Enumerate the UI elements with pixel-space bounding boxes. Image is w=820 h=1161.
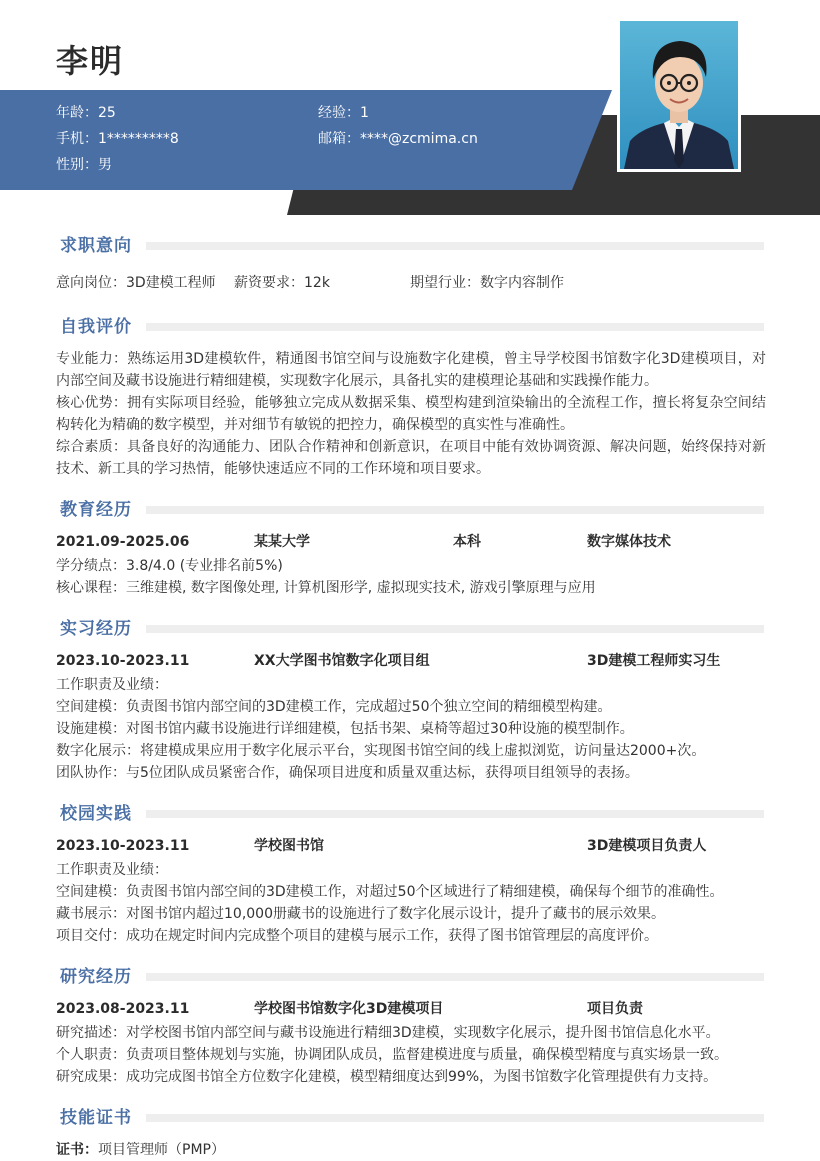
internship-role: 3D建模工程师实习生 [587, 653, 721, 669]
skills-cert [56, 1139, 225, 1161]
email-value: ****@zcmima.cn [360, 131, 478, 147]
internship-date: 2023.10-2023.11 [56, 653, 190, 669]
education-degree: 本科 [453, 534, 481, 550]
candidate-name: 李明 [56, 42, 125, 80]
campus-date: 2023.10-2023.11 [56, 838, 190, 854]
education-date: 2021.09-2025.06 [56, 534, 190, 550]
salary-value: 12k [304, 275, 330, 291]
salary-label: 薪资要求： [234, 275, 304, 291]
section-divider [146, 810, 764, 818]
internship-line: 工作职责及业绩： [56, 677, 168, 693]
research-date: 2023.08-2023.11 [56, 1001, 190, 1017]
position-label: 意向岗位： [56, 275, 126, 291]
section-divider [146, 1114, 764, 1122]
internship-org: XX大学图书馆数字化项目组 [254, 653, 430, 669]
intent-salary [234, 272, 330, 294]
gender-label: 性别： [56, 157, 98, 173]
campus-org: 学校图书馆 [254, 838, 324, 854]
campus-line: 项目交付：成功在规定时间内完成整个项目的建模与展示工作，获得了图书馆管理层的高度评价。 [56, 928, 658, 944]
experience-info [318, 102, 369, 122]
education-major: 数字媒体技术 [587, 534, 671, 550]
internship-line: 数字化展示：将建模成果应用于数字化展示平台，实现图书馆空间的线上虚拟浏览，访问量达2000+次。 [56, 743, 706, 759]
research-line: 研究成果：成功完成图书馆全方位数字化建模，模型精细度达到99%，为图书馆数字化管理提供有力支持。 [56, 1069, 718, 1085]
experience-label: 经验： [318, 105, 360, 121]
position-value: 3D建模工程师 [126, 275, 216, 291]
section-title-job-intent: 求职意向 [60, 236, 132, 256]
campus-line: 藏书展示：对图书馆内超过10,000册藏书的设施进行了数字化展示设计，提升了藏书的展示效果。 [56, 906, 665, 922]
age-value: 25 [98, 105, 116, 121]
age-info [56, 102, 116, 122]
section-title-campus: 校园实践 [60, 804, 132, 824]
campus-role: 3D建模项目负责人 [587, 838, 707, 854]
phone-label: 手机： [56, 131, 98, 147]
section-title-education: 教育经历 [60, 500, 132, 520]
internship-line: 设施建模：对图书馆内藏书设施进行详细建模，包括书架、桌椅等超过30种设施的模型制作。 [56, 721, 634, 737]
education-school: 某某大学 [254, 534, 310, 550]
self-eval-paragraph: 专业能力：熟练运用3D建模软件，精通图书馆空间与设施数字化建模，曾主导学校图书馆数字化3D建模项目，对内部空间及藏书设施进行精细建模，实现数字化展示，具备扎实的建模理论基础和实践操作能力。 [56, 351, 766, 389]
phone-value: 1*********8 [98, 131, 179, 147]
portrait-photo-icon [620, 21, 738, 169]
internship-line: 空间建模：负责图书馆内部空间的3D建模工作，完成超过50个独立空间的精细模型构建。 [56, 699, 612, 715]
section-divider [146, 242, 764, 250]
section-divider [146, 323, 764, 331]
research-line: 个人职责：负责项目整体规划与实施，协调团队成员，监督建模进度与质量，确保模型精度与真实场景一致。 [56, 1047, 728, 1063]
section-title-self-eval: 自我评价 [60, 317, 132, 337]
intent-position [56, 272, 216, 294]
self-eval-paragraph: 核心优势：拥有实际项目经验，能够独立完成从数据采集、模型构建到渲染输出的全流程工作，擅长将复杂空间结构转化为精确的数字模型，并对细节有敏锐的把控力，确保模型的真实性与准确性。 [56, 395, 766, 433]
cert-label: 证书： [56, 1142, 98, 1158]
research-project: 学校图书馆数字化3D建模项目 [254, 1001, 444, 1017]
section-title-internship: 实习经历 [60, 619, 132, 639]
portrait-photo [617, 18, 741, 172]
experience-value: 1 [360, 105, 369, 121]
section-title-skills: 技能证书 [60, 1108, 132, 1128]
section-divider [146, 973, 764, 981]
education-courses: 核心课程：三维建模, 数字图像处理, 计算机图形学, 虚拟现实技术, 游戏引擎原理与应用 [56, 580, 596, 596]
phone-info [56, 128, 179, 148]
section-title-research: 研究经历 [60, 967, 132, 987]
research-role: 项目负责 [587, 1001, 643, 1017]
intent-industry [410, 272, 564, 294]
section-divider [146, 625, 764, 633]
cert-value: 项目管理师（PMP） [98, 1142, 225, 1158]
education-gpa: 学分绩点：3.8/4.0 (专业排名前5%) [56, 558, 283, 574]
email-label: 邮箱： [318, 131, 360, 147]
campus-line: 工作职责及业绩： [56, 862, 168, 878]
industry-label: 期望行业： [410, 275, 480, 291]
internship-line: 团队协作：与5位团队成员紧密合作，确保项目进度和质量双重达标，获得项目组领导的表扬。 [56, 765, 639, 781]
email-info [318, 128, 478, 148]
research-line: 研究描述：对学校图书馆内部空间与藏书设施进行精细3D建模，实现数字化展示，提升图书馆信息化水平。 [56, 1025, 720, 1041]
gender-info [56, 154, 112, 174]
industry-value: 数字内容制作 [480, 275, 564, 291]
age-label: 年龄： [56, 105, 98, 121]
campus-line: 空间建模：负责图书馆内部空间的3D建模工作，对超过50个区域进行了精细建模，确保每个细节的准确性。 [56, 884, 724, 900]
gender-value: 男 [98, 157, 112, 173]
section-divider [146, 506, 764, 514]
self-eval-paragraph: 综合素质：具备良好的沟通能力、团队合作精神和创新意识，在项目中能有效协调资源、解决问题，始终保持对新技术、新工具的学习热情，能够快速适应不同的工作环境和项目要求。 [56, 439, 766, 477]
